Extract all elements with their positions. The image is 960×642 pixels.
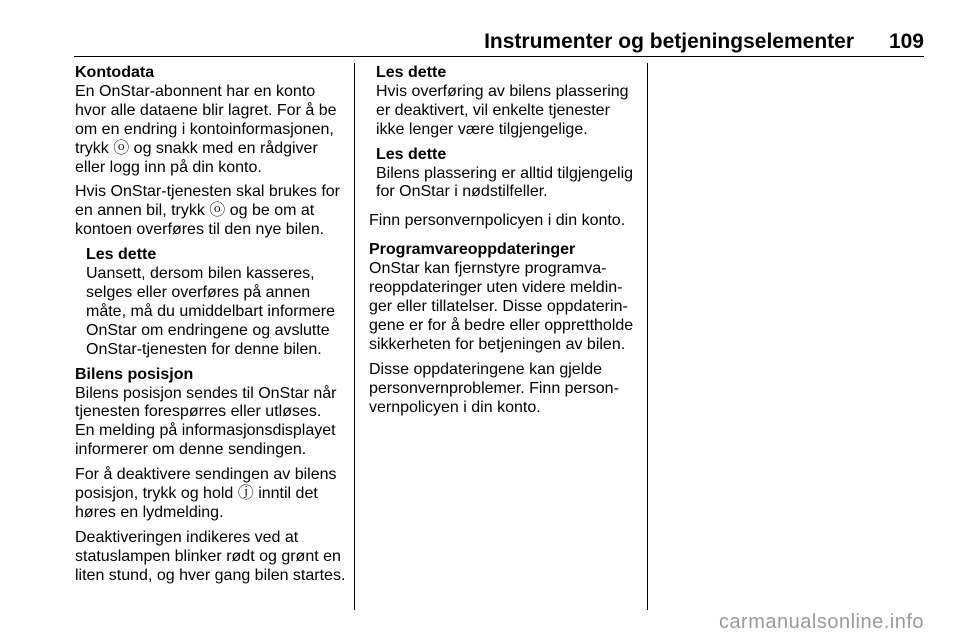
paragraph-software [369,260,641,355]
text-line: OnStar-tjenesten for denne bilen. [86,340,322,358]
column-divider-right [647,63,648,610]
text-line: høres en lydmelding. [75,503,224,521]
note-heading: Les dette [376,145,447,163]
text-line: reoppdateringer uten videre meldin- [369,279,623,297]
text-line: informerer om denne sendingen. [75,441,307,459]
section-heading-position: Bilens posisjon [75,365,194,383]
note-block-3 [369,146,641,203]
note-heading: Les dette [86,246,157,264]
text-line: En OnStar-abonnent har en konto [75,82,316,100]
text-line: For å deaktivere sendingen av bilens [75,466,337,484]
watermark-text: carmanualsonline.info [718,611,924,633]
section-heading-software: Programvareoppdateringer [369,241,576,259]
paragraph-privacy-problems [369,361,641,418]
paragraph-indication [75,529,347,586]
text-line: Hvis OnStar-tjenesten skal brukes for [75,183,340,201]
paragraph-position [75,385,347,461]
text-line: Uansett, dersom bilen kasseres, [86,265,315,283]
text-line: Bilens posisjon sendes til OnStar når [75,384,337,402]
paragraph-other-car [75,183,347,240]
column-1 [75,64,347,592]
text-line: kontoen overføres til den nye bilen. [75,221,325,239]
paragraph-privacy: Finn personvernpolicyen i din konto. [369,212,626,230]
text-line: Bilens plassering er alltid tilgjengelig [376,164,634,182]
text-line: posisjon, trykk og hold ⓙ inntil det [75,485,318,503]
text-line: selges eller overføres på annen [86,283,311,301]
text-line: Deaktiveringen indikeres ved at [75,528,299,546]
note-heading: Les dette [376,64,447,81]
text-line: Hvis overføring av bilens plassering [376,82,629,100]
text-line: ikke lenger være tilgjengelige. [376,120,588,138]
text-line: OnStar om endringene og avslutte [86,321,330,339]
paragraph-deactivate [75,466,347,523]
header-divider [74,56,924,57]
text-line: for OnStar i nødstilfeller. [376,183,548,201]
text-line: tjenesten forespørres eller utløses. [75,403,322,421]
text-line: om en endring i kontoinformasjonen, [75,120,334,138]
text-line: Disse oppdateringene kan gjelde [369,360,603,378]
column-divider-left [354,63,355,610]
note-block-1 [75,246,347,359]
text-line: trykk ⓞ og snakk med en rådgiver [75,139,318,157]
paragraph-kontodata [75,83,347,178]
column-2 [369,64,641,423]
note-block-2 [369,64,641,140]
text-line: en annen bil, trykk ⓞ og be om at [75,202,315,220]
note-text [376,165,641,203]
text-line: er deaktivert, vil enkelte tjenester [376,101,610,119]
text-line: statuslampen blinker rødt og grønt en [75,547,341,565]
note-text [86,265,347,360]
text-line: måte, må du umiddelbart informere [86,302,335,320]
text-line: gene er for å bedre eller opprettholde [369,316,634,334]
chapter-title: Instrumenter og betjeningselementer [484,30,854,53]
note-text [376,83,641,140]
text-line: personvernproblemer. Finn person- [369,379,619,397]
text-line: hvor alle dataene blir lagret. For å be [75,101,337,119]
text-line: ger eller tillatelser. Disse oppdaterin- [369,297,628,315]
page-number: 109 [888,30,924,53]
text-line: vernpolicyen i din konto. [369,398,541,416]
section-heading-kontodata: Kontodata [75,64,155,81]
text-line: sikkerheten for betjeningen av bilen. [369,335,626,353]
text-line: liten stund, og hver gang bilen startes. [75,566,346,584]
text-line: En melding på informasjonsdisplayet [75,422,336,440]
page-header [0,30,960,54]
text-line: eller logg inn på din konto. [75,158,262,176]
text-line: OnStar kan fjernstyre programva- [369,260,607,278]
